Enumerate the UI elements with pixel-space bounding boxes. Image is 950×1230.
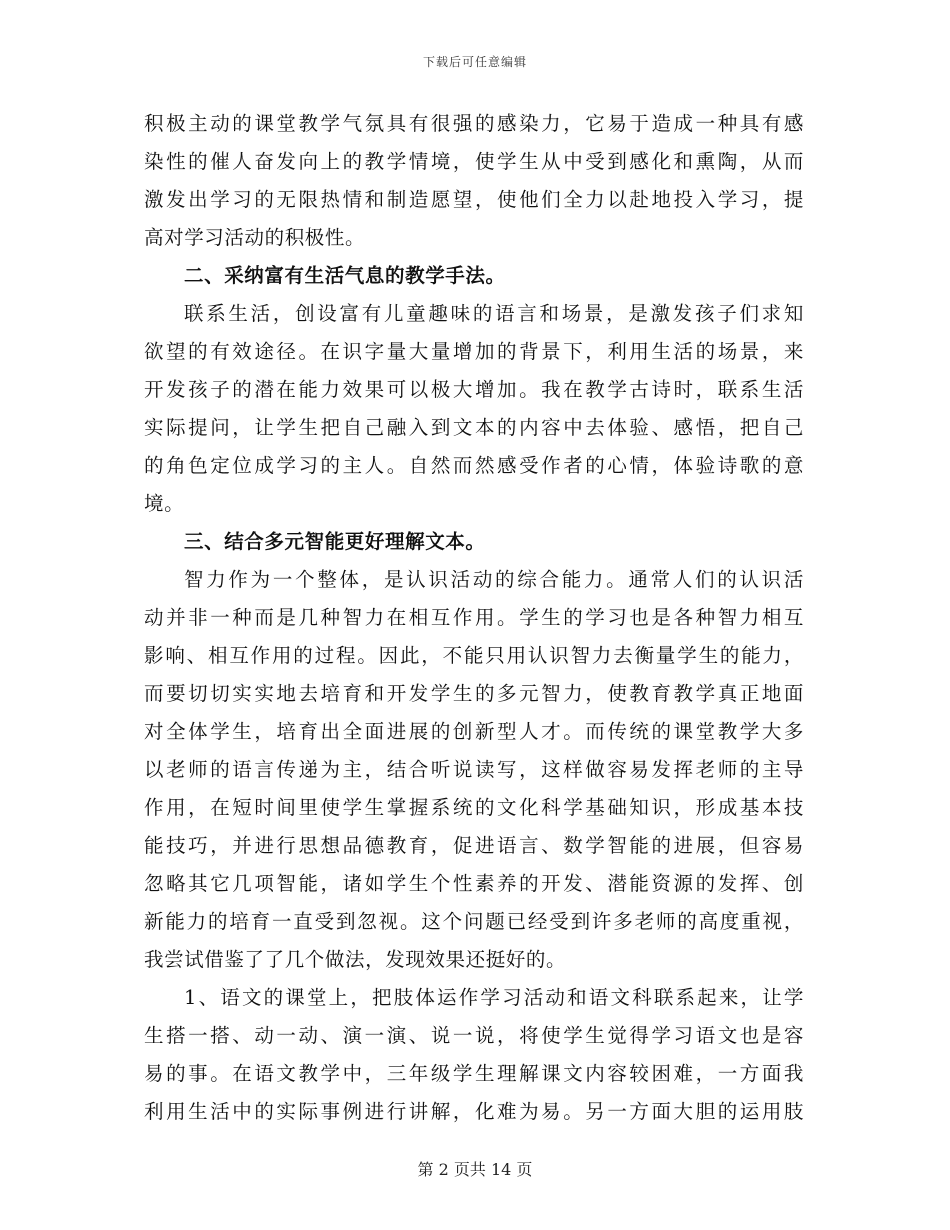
paragraph-line: 而要切切实实地去培育和开发学生的多元智力，使教育教学真正地面 bbox=[144, 682, 804, 705]
paragraph-line: 生搭一搭、动一动、演一演、说一说，将使学生觉得学习语文也是容 bbox=[144, 1024, 804, 1047]
section-heading: 三、结合多元智能更好理解文本。 bbox=[184, 530, 486, 553]
paragraph-line: 境。 bbox=[144, 492, 185, 515]
paragraph-line: 以老师的语言传递为主，结合听说读写，这样做容易发挥老师的主导 bbox=[144, 758, 804, 781]
paragraph-line: 忽略其它几项智能，诸如学生个性素养的开发、潜能资源的发挥、创 bbox=[144, 872, 804, 895]
paragraph-line: 高对学习活动的积极性。 bbox=[144, 226, 366, 249]
paragraph-line: 新能力的培育一直受到忽视。这个问题已经受到许多老师的高度重视， bbox=[144, 910, 804, 933]
page-footer: 第 2 页共 14 页 bbox=[417, 1160, 533, 1179]
paragraph-line: 智力作为一个整体，是认识活动的综合能力。通常人们的认识活 bbox=[184, 568, 804, 591]
paragraph-line: 的角色定位成学习的主人。自然而然感受作者的心情，体验诗歌的意 bbox=[144, 454, 804, 477]
paragraph-line: 对全体学生，培育出全面进展的创新型人才。而传统的课堂教学大多 bbox=[144, 720, 804, 743]
paragraph-line: 影响、相互作用的过程。因此，不能只用认识智力去衡量学生的能力， bbox=[144, 644, 804, 667]
paragraph-line: 1、语文的课堂上，把肢体运作学习活动和语文科联系起来，让学 bbox=[184, 986, 804, 1009]
paragraph-line: 激发出学习的无限热情和制造愿望，使他们全力以赴地投入学习，提 bbox=[144, 188, 804, 211]
paragraph-line: 联系生活，创设富有儿童趣味的语言和场景，是激发孩子们求知 bbox=[184, 302, 804, 325]
paragraph-line: 实际提问，让学生把自己融入到文本的内容中去体验、感悟，把自己 bbox=[144, 416, 804, 439]
paragraph-line: 染性的催人奋发向上的教学情境，使学生从中受到感化和熏陶，从而 bbox=[144, 150, 804, 173]
paragraph-line: 积极主动的课堂教学气氛具有很强的感染力，它易于造成一种具有感 bbox=[144, 112, 804, 135]
paragraph-line: 欲望的有效途径。在识字量大量增加的背景下，利用生活的场景，来 bbox=[144, 340, 804, 363]
paragraph-line: 开发孩子的潜在能力效果可以极大增加。我在教学古诗时，联系生活 bbox=[144, 378, 804, 401]
paragraph-line: 能技巧，并进行思想品德教育，促进语言、数学智能的进展，但容易 bbox=[144, 834, 804, 857]
paragraph-line: 利用生活中的实际事例进行讲解，化难为易。另一方面大胆的运用肢 bbox=[144, 1100, 804, 1123]
paragraph-line: 我尝试借鉴了了几个做法，发现效果还挺好的。 bbox=[144, 948, 567, 971]
paragraph-line: 易的事。在语文教学中，三年级学生理解课文内容较困难，一方面我 bbox=[144, 1062, 804, 1085]
paragraph-line: 作用，在短时间里使学生掌握系统的文化科学基础知识，形成基本技 bbox=[144, 796, 804, 819]
paragraph-line: 动并非一种而是几种智力在相互作用。学生的学习也是各种智力相互 bbox=[144, 606, 804, 629]
page-header: 下载后可任意编辑 bbox=[422, 55, 527, 69]
section-heading: 二、采纳富有生活气息的教学手法。 bbox=[184, 264, 506, 287]
document-body bbox=[144, 105, 804, 1131]
